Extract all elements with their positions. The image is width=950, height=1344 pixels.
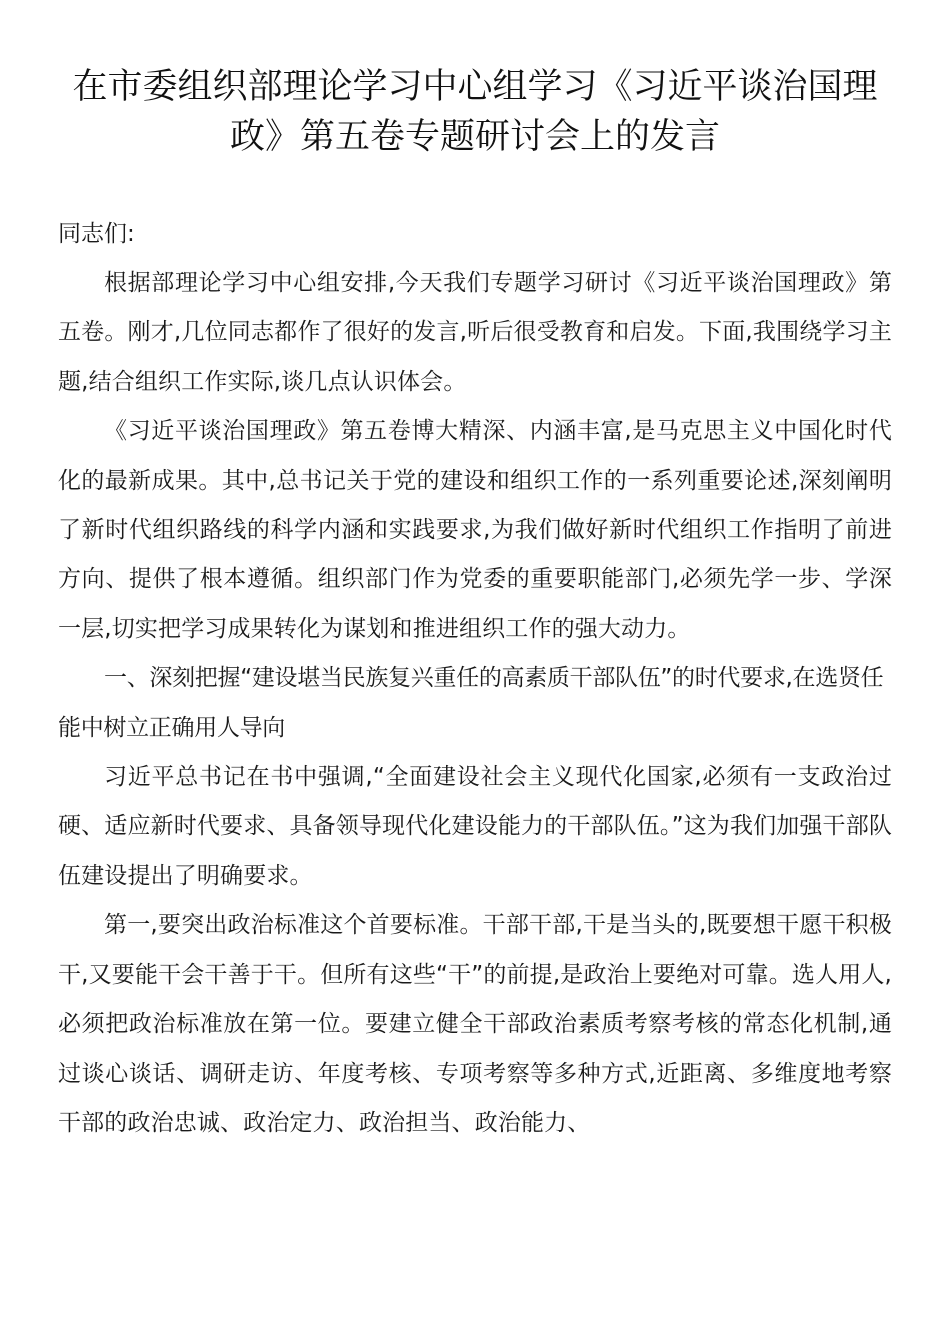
title-line-2: 政》第五卷专题研讨会上的发言 [229,117,720,157]
title-line-1: 在市委组织部理论学习中心组学习《习近平谈治国理 [72,67,878,107]
section1-paragraph-2: 第一,要突出政治标准这个首要标准。干部干部,干是当头的,既要想干愿干积极干,又要能干会干善于干。但所有这些“干”的前提,是政治上要绝对可靠。选人用人,必须把政治标准放在第一位。要建立健全干部政治素质考察考核的常态化机制,通过谈心谈话、调研走访、年度考核、专项考察等多种方式,近距离、多维度地考察干部的政治忠诚、政治定力、政治担当、政治能力、 [58,912,892,1136]
section-heading-1: 一、深刻把握“建设堪当民族复兴重任的高素质干部队伍”的时代要求,在选贤任能中树立正确用人导向 [58,665,884,741]
salutation: 同志们: [58,221,135,247]
section1-paragraph-1: 习近平总书记在书中强调,“全面建设社会主义现代化国家,必须有一支政治过硬、适应新时代要求、具备领导现代化建设能力的干部队伍。”这为我们加强干部队伍建设提出了明确要求。 [58,764,892,889]
document-title [58,62,892,162]
intro-paragraph: 根据部理论学习中心组安排,今天我们专题学习研讨《习近平谈治国理政》第五卷。刚才,几位同志都作了很好的发言,听后很受教育和启发。下面,我围绕学习主题,结合组织工作实际,谈几点认识体会。 [58,270,892,395]
overview-paragraph: 《习近平谈治国理政》第五卷博大精深、内涵丰富,是马克思主义中国化时代化的最新成果。其中,总书记关于党的建设和组织工作的一系列重要论述,深刻阐明了新时代组织路线的科学内涵和实践要求,为我们做好新时代组织工作指明了前进方向、提供了根本遵循。组织部门作为党委的重要职能部门,必须先学一步、学深一层,切实把学习成果转化为谋划和推进组织工作的强大动力。 [58,418,892,642]
